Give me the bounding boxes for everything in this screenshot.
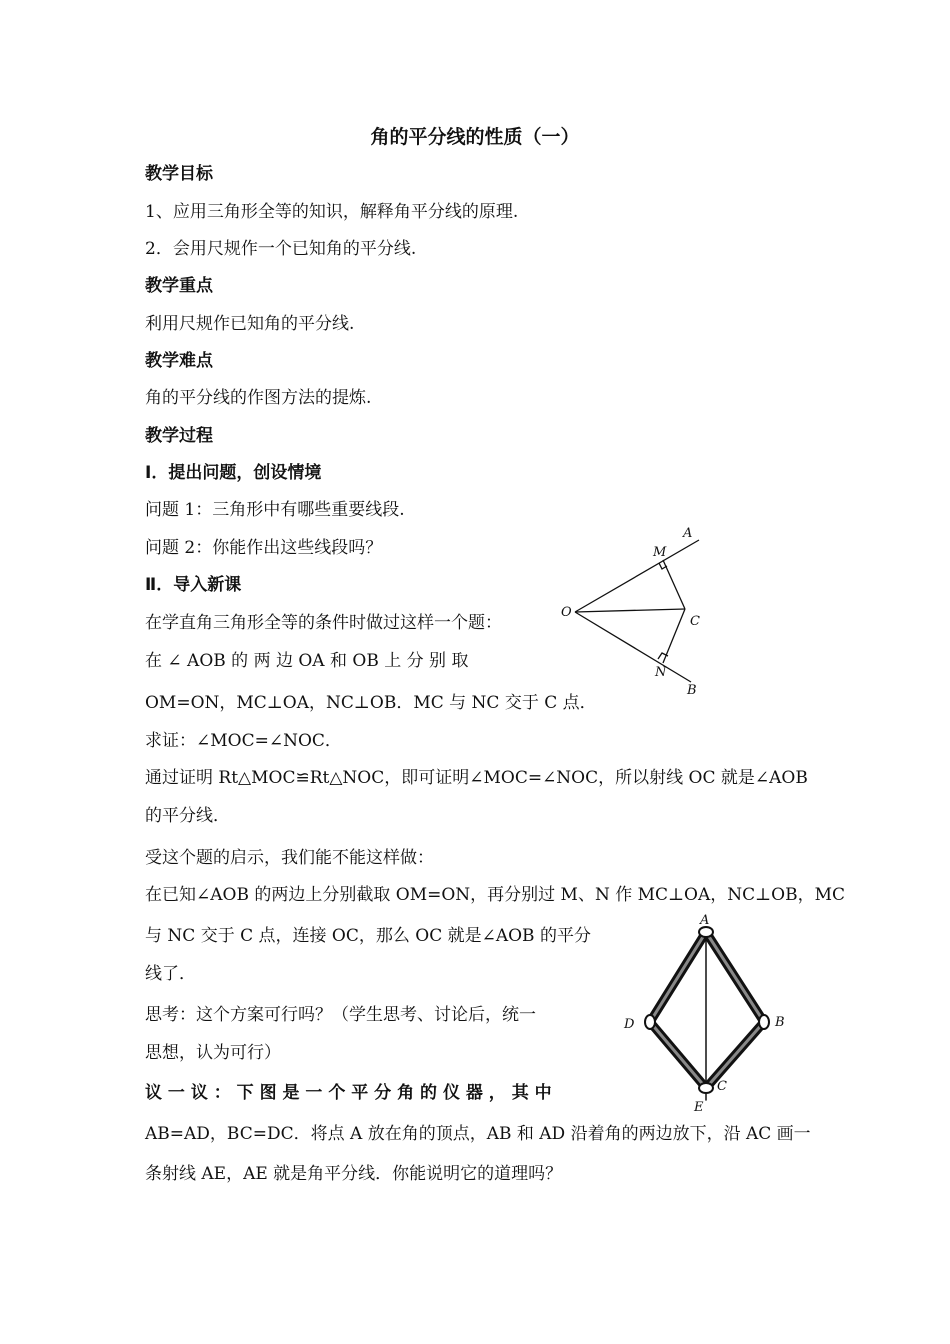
label-a: A <box>700 913 710 928</box>
paragraph-11: 思考：这个方案可行吗？（学生思考、讨论后，统一 <box>145 1005 536 1025</box>
difficulty-heading: 教学难点 <box>145 351 213 371</box>
paragraph-3: OM=ON，MC⊥OA，NC⊥OB．MC 与 NC 交于 C 点． <box>145 693 597 713</box>
label-e: E <box>694 1100 704 1115</box>
segment-mc <box>663 560 685 609</box>
ray-ob <box>575 612 691 682</box>
paragraph-10: 线了． <box>145 964 196 984</box>
paragraph-14: AB=AD，BC=DC．将点 A 放在角的顶点，AB 和 AD 沿着角的两边放下，沿 AC 画一 <box>145 1124 811 1144</box>
paragraph-2: 在 ∠ AOB 的 两 边 OA 和 OB 上 分 别 取 <box>145 651 469 671</box>
label-b: B <box>687 683 697 698</box>
label-c: C <box>690 614 700 629</box>
label-a: A <box>683 526 693 541</box>
key-text: 利用尺规作已知角的平分线. <box>145 314 355 334</box>
paragraph-6: 的平分线． <box>145 806 230 826</box>
segment-oc <box>575 609 685 612</box>
paragraph-5: 通过证明 Rt△MOC≌Rt△NOC，即可证明∠MOC=∠NOC，所以射线 OC 就是∠AOB <box>145 768 808 788</box>
label-n: N <box>655 665 667 680</box>
paragraph-7: 受这个题的启示，我们能不能这样做： <box>145 848 434 868</box>
bisector-instrument-figure <box>618 910 798 1115</box>
goal-2: 2．会用尺规作一个已知角的平分线. <box>145 239 417 259</box>
label-b: B <box>775 1015 785 1030</box>
question-1: 问题 1：三角形中有哪些重要线段. <box>145 500 405 520</box>
paragraph-4: 求证：∠MOC=∠NOC． <box>145 731 342 751</box>
difficulty-text: 角的平分线的作图方法的提炼. <box>145 388 372 408</box>
paragraph-8: 在已知∠AOB 的两边上分别截取 OM=ON，再分别过 M、N 作 MC⊥OA，NC⊥OB，MC <box>145 885 845 905</box>
part2-heading: Ⅱ．导入新课 <box>145 575 242 595</box>
angle-bisector-figure <box>555 522 715 702</box>
label-o: O <box>561 605 572 620</box>
page-title: 角的平分线的性质（一） <box>370 126 580 148</box>
label-m: M <box>653 545 667 560</box>
paragraph-12: 思想，认为可行） <box>145 1043 281 1063</box>
paragraph-15: 条射线 AE，AE 就是角平分线．你能说明它的道理吗？ <box>145 1164 563 1184</box>
label-c: C <box>717 1079 727 1094</box>
label-d: D <box>624 1017 635 1032</box>
goals-heading: 教学目标 <box>145 164 213 184</box>
process-heading: 教学过程 <box>145 426 213 446</box>
right-angle-m <box>659 563 667 569</box>
goal-1: 1、应用三角形全等的知识，解释角平分线的原理. <box>145 202 519 222</box>
paragraph-9: 与 NC 交于 C 点，连接 OC，那么 OC 就是∠AOB 的平分 <box>145 926 591 946</box>
key-heading: 教学重点 <box>145 276 213 296</box>
question-2: 问题 2：你能作出这些线段吗？ <box>145 538 383 558</box>
part1-heading: Ⅰ．提出问题，创设情境 <box>145 463 322 483</box>
paragraph-13: 议 一 议 ： 下 图 是 一 个 平 分 角 的 仪 器 ， 其 中 <box>145 1083 552 1103</box>
paragraph-1: 在学直角三角形全等的条件时做过这样一个题： <box>145 613 502 633</box>
ray-oa <box>575 540 699 612</box>
